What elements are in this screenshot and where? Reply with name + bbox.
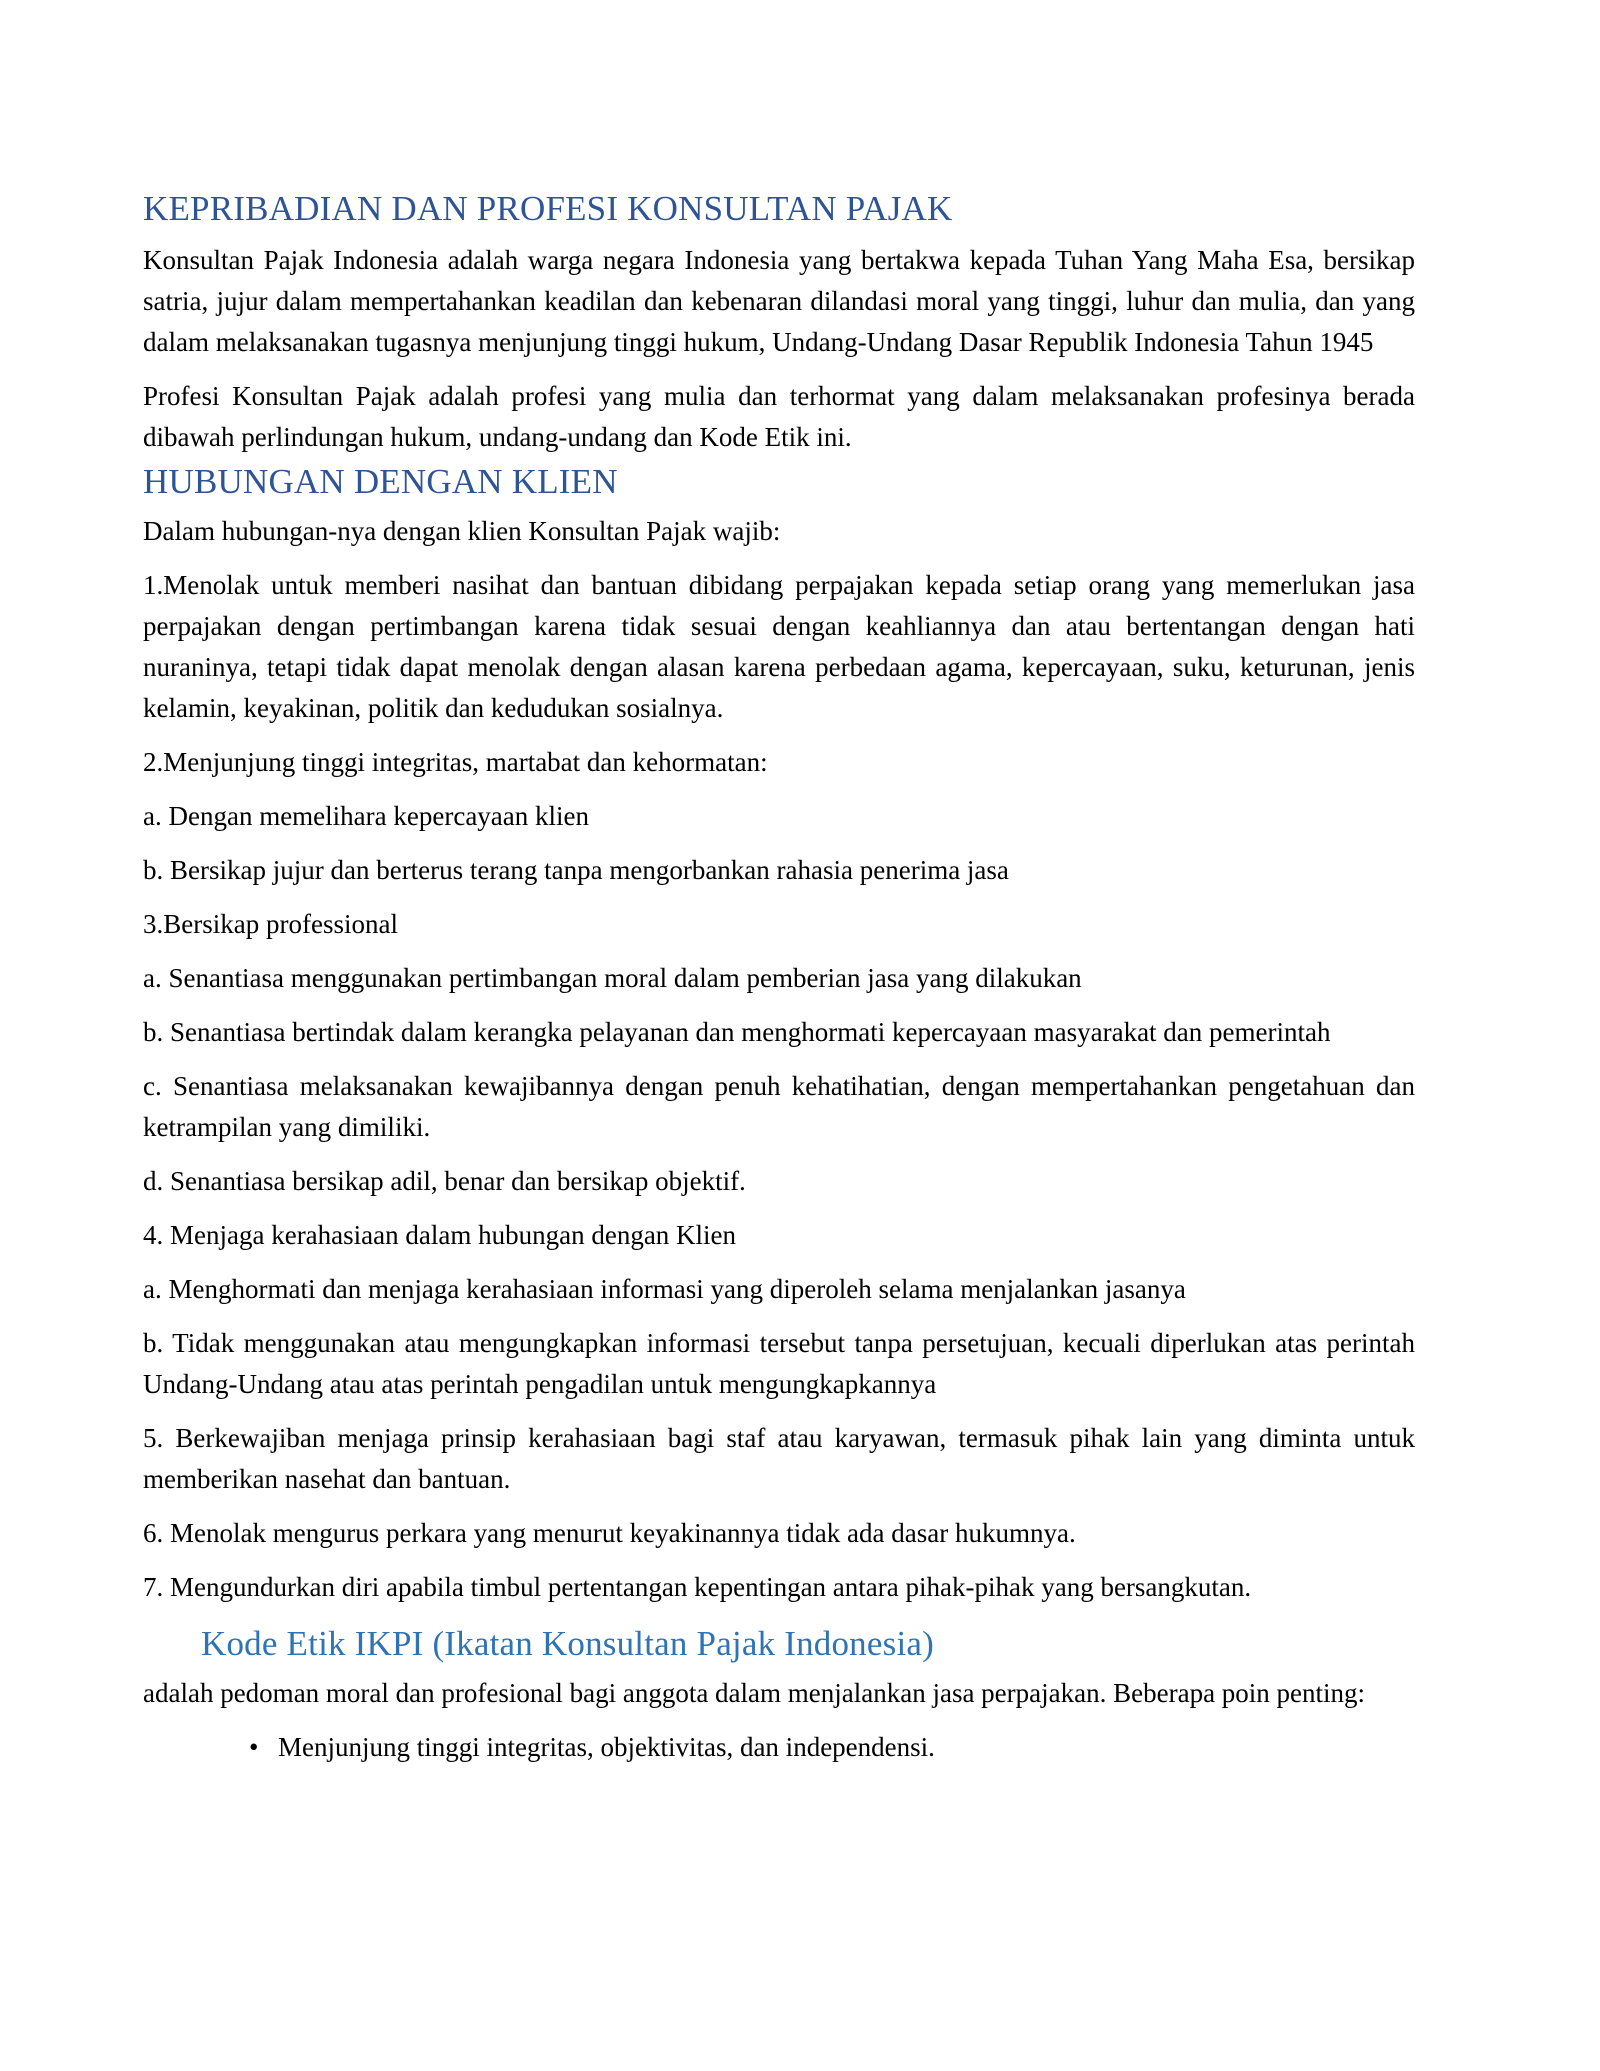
paragraph-kode-etik-intro: adalah pedoman moral dan profesional bagi anggota dalam menjalankan jasa perpajakan. Beberapa poin penting: <box>143 1678 1366 1708</box>
clause-item-3a: a. Senantiasa menggunakan pertimbangan moral dalam pemberian jasa yang dilakukan <box>143 963 1082 993</box>
heading-kepribadian-dan-profesi: KEPRIBADIAN DAN PROFESI KONSULTAN PAJAK <box>143 189 953 228</box>
clause-item-2b: b. Bersikap jujur dan berterus terang tanpa mengorbankan rahasia penerima jasa <box>143 855 1009 885</box>
heading-kode-etik-ikpi: Kode Etik IKPI (Ikatan Konsultan Pajak Indonesia) <box>201 1624 934 1663</box>
bullet-marker-icon: • <box>249 1732 259 1762</box>
clause-item-2: 2.Menjunjung tinggi integritas, martabat dan kehormatan: <box>143 747 768 777</box>
clause-item-3: 3.Bersikap professional <box>143 909 398 939</box>
bullet-item-integritas <box>143 1727 1415 1768</box>
paragraph-profesi-konsultan-pajak: Profesi Konsultan Pajak adalah profesi yang mulia dan terhormat yang dalam melaksanakan profesinya berada dibawah perlindungan hukum, undang-undang dan Kode Etik ini. <box>143 381 1415 452</box>
clause-item-3d: d. Senantiasa bersikap adil, benar dan bersikap objektif. <box>143 1166 746 1196</box>
clause-item-1: 1.Menolak untuk memberi nasihat dan bantuan dibidang perpajakan kepada setiap orang yang memerlukan jasa perpajakan dengan pertimbangan karena tidak sesuai dengan keahliannya dan atau bertentangan dengan hati nuraninya, tetapi tidak dapat menolak dengan alasan karena perbedaan agama, kepercayaan, suku, keturunan, jenis kelamin, keyakinan, politik dan kedudukan sosialnya. <box>143 570 1415 723</box>
clause-item-3b: b. Senantiasa bertindak dalam kerangka pelayanan dan menghormati kepercayaan masyarakat dan pemerintah <box>143 1017 1331 1047</box>
paragraph-konsultan-pajak-indonesia: Konsultan Pajak Indonesia adalah warga negara Indonesia yang bertakwa kepada Tuhan Yang Maha Esa, bersikap satria, jujur dalam mempertahankan keadilan dan kebenaran dilandasi moral yang tinggi, luhur dan mulia, dan yang dalam melaksanakan tugasnya menjunjung tinggi hukum, Undang-Undang Dasar Republik Indonesia Tahun 1945 <box>143 245 1415 357</box>
kode-etik-bullet-list <box>143 1727 1415 1768</box>
bullet-item-text: Menjunjung tinggi integritas, objektivitas, dan independensi. <box>278 1732 935 1762</box>
clause-item-4a: a. Menghormati dan menjaga kerahasiaan informasi yang diperoleh selama menjalankan jasanya <box>143 1274 1186 1304</box>
heading-hubungan-dengan-klien: HUBUNGAN DENGAN KLIEN <box>143 462 618 501</box>
paragraph-hubungan-intro: Dalam hubungan-nya dengan klien Konsultan Pajak wajib: <box>143 516 781 546</box>
clause-item-4b: b. Tidak menggunakan atau mengungkapkan informasi tersebut tanpa persetujuan, kecuali diperlukan atas perintah Undang-Undang atau atas perintah pengadilan untuk mengungkapkannya <box>143 1328 1415 1399</box>
clause-item-6: 6. Menolak mengurus perkara yang menurut keyakinannya tidak ada dasar hukumnya. <box>143 1518 1076 1548</box>
clause-item-3c: c. Senantiasa melaksanakan kewajibannya dengan penuh kehatihatian, dengan mempertahankan pengetahuan dan ketrampilan yang dimiliki. <box>143 1071 1415 1142</box>
clause-item-5: 5. Berkewajiban menjaga prinsip kerahasiaan bagi staf atau karyawan, termasuk pihak lain yang diminta untuk memberikan nasehat dan bantuan. <box>143 1423 1415 1494</box>
clause-item-4: 4. Menjaga kerahasiaan dalam hubungan dengan Klien <box>143 1220 737 1250</box>
clause-item-7: 7. Mengundurkan diri apabila timbul pertentangan kepentingan antara pihak-pihak yang bersangkutan. <box>143 1572 1252 1602</box>
clause-item-2a: a. Dengan memelihara kepercayaan klien <box>143 801 590 831</box>
